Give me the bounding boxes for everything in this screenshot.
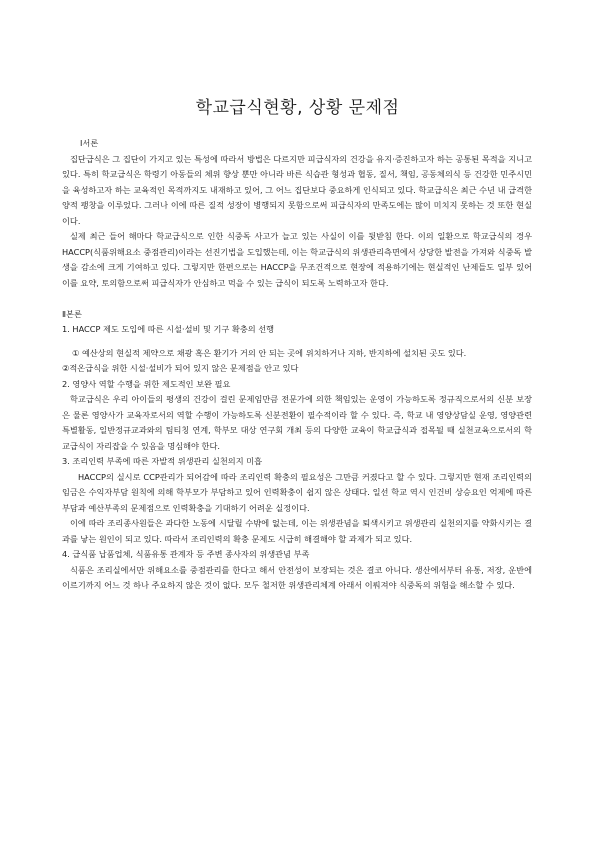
section-2-heading: 2. 영양사 역할 수행을 위한 제도적인 보완 필요 [62, 378, 231, 389]
section-2-paragraph: 학교급식은 우리 아이들의 평생의 건강이 걸린 문제임만큼 전문가에 의한 책임있는 운영이 가능하도록 정규직으로서의 신분 보장은 물론 영양사가 교육자로서의 역할 수행이 가능하도록 신분전환이 필수적이라 할 수 있다. 즉, 학교 내 영양상담실 운영, 영양관련 특별활동, 일반정규교과와의 팀티칭 연계, 학부모 대상 연구회 개최 등의 다양한 교육이 학교급식과 접목될 때 실천교육으로서의 학교급식이 자리잡을 수 있음을 명심해야 한다. [62, 394, 532, 451]
intro-paragraph-2: 실제 최근 들어 해마다 학교급식으로 인한 식중독 사고가 늘고 있는 사실이 이를 뒷받침 한다. 이의 일환으로 학교급식의 경우 HACCP(식품위해요소 중점관리)이라는 선진기법을 도입했는데, 이는 학교급식의 위생관리측면에서 상당한 발전을 가져와 식중독 발생을 감소에 크게 기여하고 있다. 그렇지만 한편으로는 HACCP을 무조건적으로 현장에 적용하기에는 현실적인 난제들도 일부 있어 이를 요약, 토의함으로써 피급식자가 안심하고 먹을 수 있는 급식이 되도록 노력하고자 한다. [62, 231, 532, 288]
intro-paragraph-1: 집단급식은 그 집단이 가지고 있는 특성에 따라서 방법은 다르지만 피급식자의 건강을 유지·증진하고자 하는 공통된 목적을 지니고 있다. 특히 학교급식은 학령기 아동들의 체위 향상 뿐만 아니라 바른 식습관 형성과 협동, 질서, 책임, 공동체의식 등 건강한 민주시민을 육성하고자 하는 교육적인 목적까지도 내재하고 있어, 그 어느 집단보다 중요하게 인식되고 있다. 학교급식은 최근 수년 내 급격한 양적 팽창을 이루었다. 그러나 이에 따른 질적 성장이 병행되지 못함으로써 피급식자의 만족도에는 많이 미치지 못하는 것 또한 현실이다. [62, 153, 532, 226]
section-1-heading: 1. HACCP 제도 도입에 따른 시설·설비 및 기구 확충의 선행 [62, 324, 275, 334]
document-body [62, 136, 532, 594]
section-1-item-1: ① 예산상의 현실적 제약으로 채광 혹은 환기가 거의 안 되는 곳에 위치하거나 지하, 반지하에 설치된 곳도 있다. [72, 347, 467, 358]
section-4-paragraph: 식품은 조리실에서만 위해요소를 중점관리를 한다고 해서 안전성이 보장되는 것은 결코 아니다. 생산에서부터 유통, 저장, 운반에 이르기까지 어느 것 하나 주요하지 않은 것이 없다. 모두 철저한 위생관리체계 아래서 이뤄져야 식중독의 위험을 해소할 수 있다. [62, 564, 532, 590]
section-4-heading: 4. 급식품 납품업체, 식품유통 관계자 등 주변 종사자의 위생관념 부족 [62, 549, 310, 559]
main-heading: Ⅱ본론 [62, 308, 82, 319]
document-title: 학교급식현황, 상황 문제점 [195, 98, 400, 118]
section-3-heading: 3. 조리인력 부족에 따른 자발적 위생관리 실천의지 미흡 [62, 456, 263, 466]
intro-heading: Ⅰ서론 [80, 138, 99, 148]
section-1-item-2: ②적온급식을 위한 시설·설비가 되어 있지 않은 문제점을 안고 있다 [62, 363, 299, 373]
section-3-paragraph-2: 이에 따라 조리종사원들은 과다한 노동에 시달릴 수밖에 없는데, 이는 위생관념을 퇴색시키고 위생관리 실천의지를 약화시키는 결과를 낳는 원인이 되고 있다. 따라서 조리인력의 확충 문제도 시급히 해결해야 할 과제가 되고 있다. [62, 518, 532, 544]
section-3-paragraph-1: HACCP의 실시로 CCP관리가 되어감에 따라 조리인력 확충의 필요성은 그만큼 커졌다고 할 수 있다. 그렇지만 현재 조리인력의 임금은 수익자부담 원칙에 의해 학부모가 부담하고 있어 인력확충이 쉽지 않은 상태다. 일선 학교 역시 인건비 상승요인 억제에 따른 부담과 예산부족의 문제점으로 인력확충을 기대하기 어려운 실정이다. [62, 471, 532, 513]
